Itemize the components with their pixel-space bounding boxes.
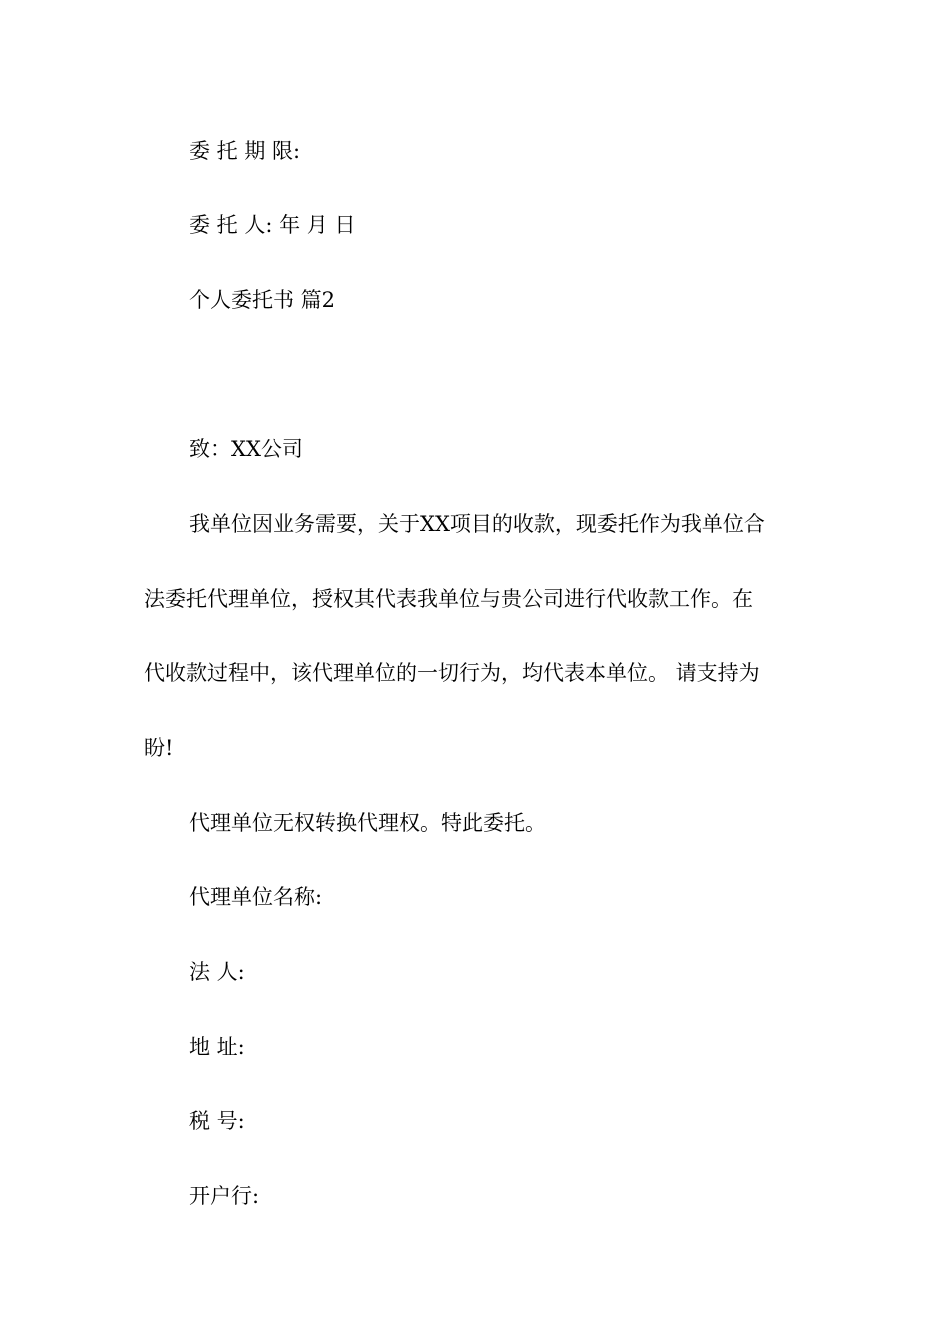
- bank-label: 开户行:: [189, 1184, 260, 1208]
- entrust-period-label: 委 托 期 限:: [189, 139, 301, 163]
- paragraph-line: 法委托代理单位，授权其代表我单位与贵公司进行代收款工作。在: [144, 587, 753, 611]
- paragraph-no-transfer: 代理单位无权转换代理权。特此委托。: [189, 811, 546, 835]
- legal-person-label: 法 人:: [189, 960, 245, 984]
- section-title: 个人委托书 篇2: [189, 288, 336, 312]
- principal-date-line: 委 托 人: 年 月 日: [189, 213, 356, 237]
- paragraph-line: 代收款过程中，该代理单位的一切行为，均代表本单位。 请支持为: [144, 661, 760, 685]
- tax-number-label: 税 号:: [189, 1109, 245, 1133]
- addressee-line: 致：XX公司: [189, 437, 303, 461]
- address-label: 地 址:: [189, 1035, 245, 1059]
- paragraph-line: 盼!: [144, 736, 174, 760]
- paragraph-line: 我单位因业务需要，关于XX项目的收款，现委托作为我单位合: [189, 512, 765, 536]
- agent-name-label: 代理单位名称:: [189, 885, 323, 909]
